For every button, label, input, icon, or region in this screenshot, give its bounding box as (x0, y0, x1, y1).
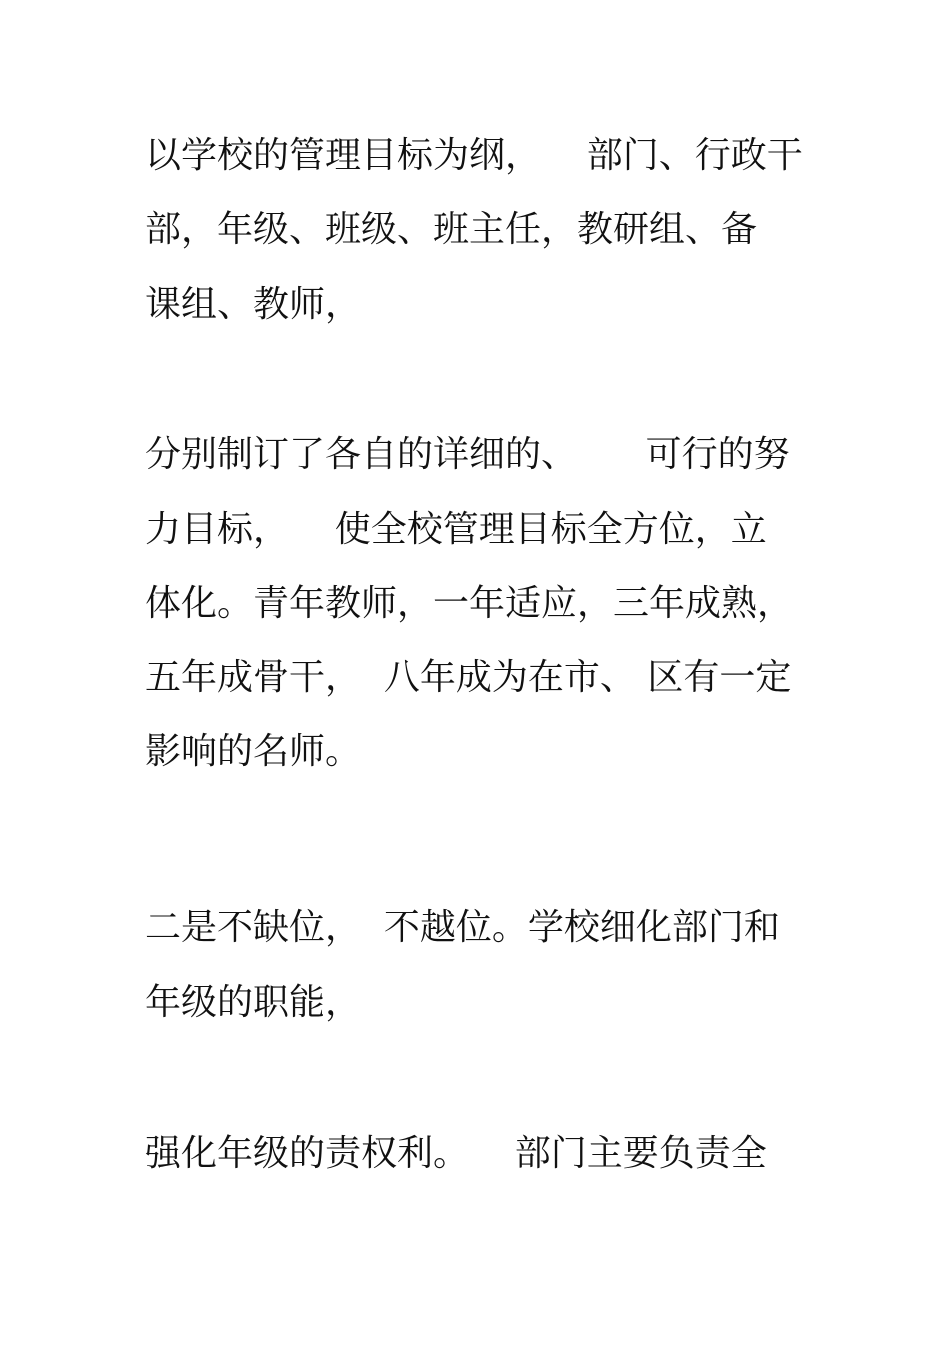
paragraph-2-line-5: 影响的名师。 (145, 731, 362, 772)
paragraph-4-line-1: 强化年级的责权利。 部门主要负责全 (145, 1133, 767, 1174)
paragraph-2-line-2: 力目标， 使全校管理目标全方位，立 (145, 509, 767, 550)
paragraph-2-line-3: 体化。青年教师，一年适应，三年成熟， (145, 583, 794, 624)
paragraph-2-line-1: 分别制订了各自的详细的、 可行的努 (145, 434, 790, 475)
paragraph-1-line-1: 以学校的管理目标为纲， 部门、行政干 (145, 135, 803, 176)
paragraph-3-line-2: 年级的职能， (145, 982, 362, 1023)
paragraph-2-line-4: 五年成骨干， 八年成为在市、 区有一定 (145, 657, 792, 698)
paragraph-3-line-1: 二是不缺位， 不越位。学校细化部门和 (145, 907, 780, 948)
paragraph-1-line-2: 部，年级、班级、班主任，教研组、备 (145, 209, 758, 250)
paragraph-1-line-3: 课组、教师， (145, 284, 362, 325)
